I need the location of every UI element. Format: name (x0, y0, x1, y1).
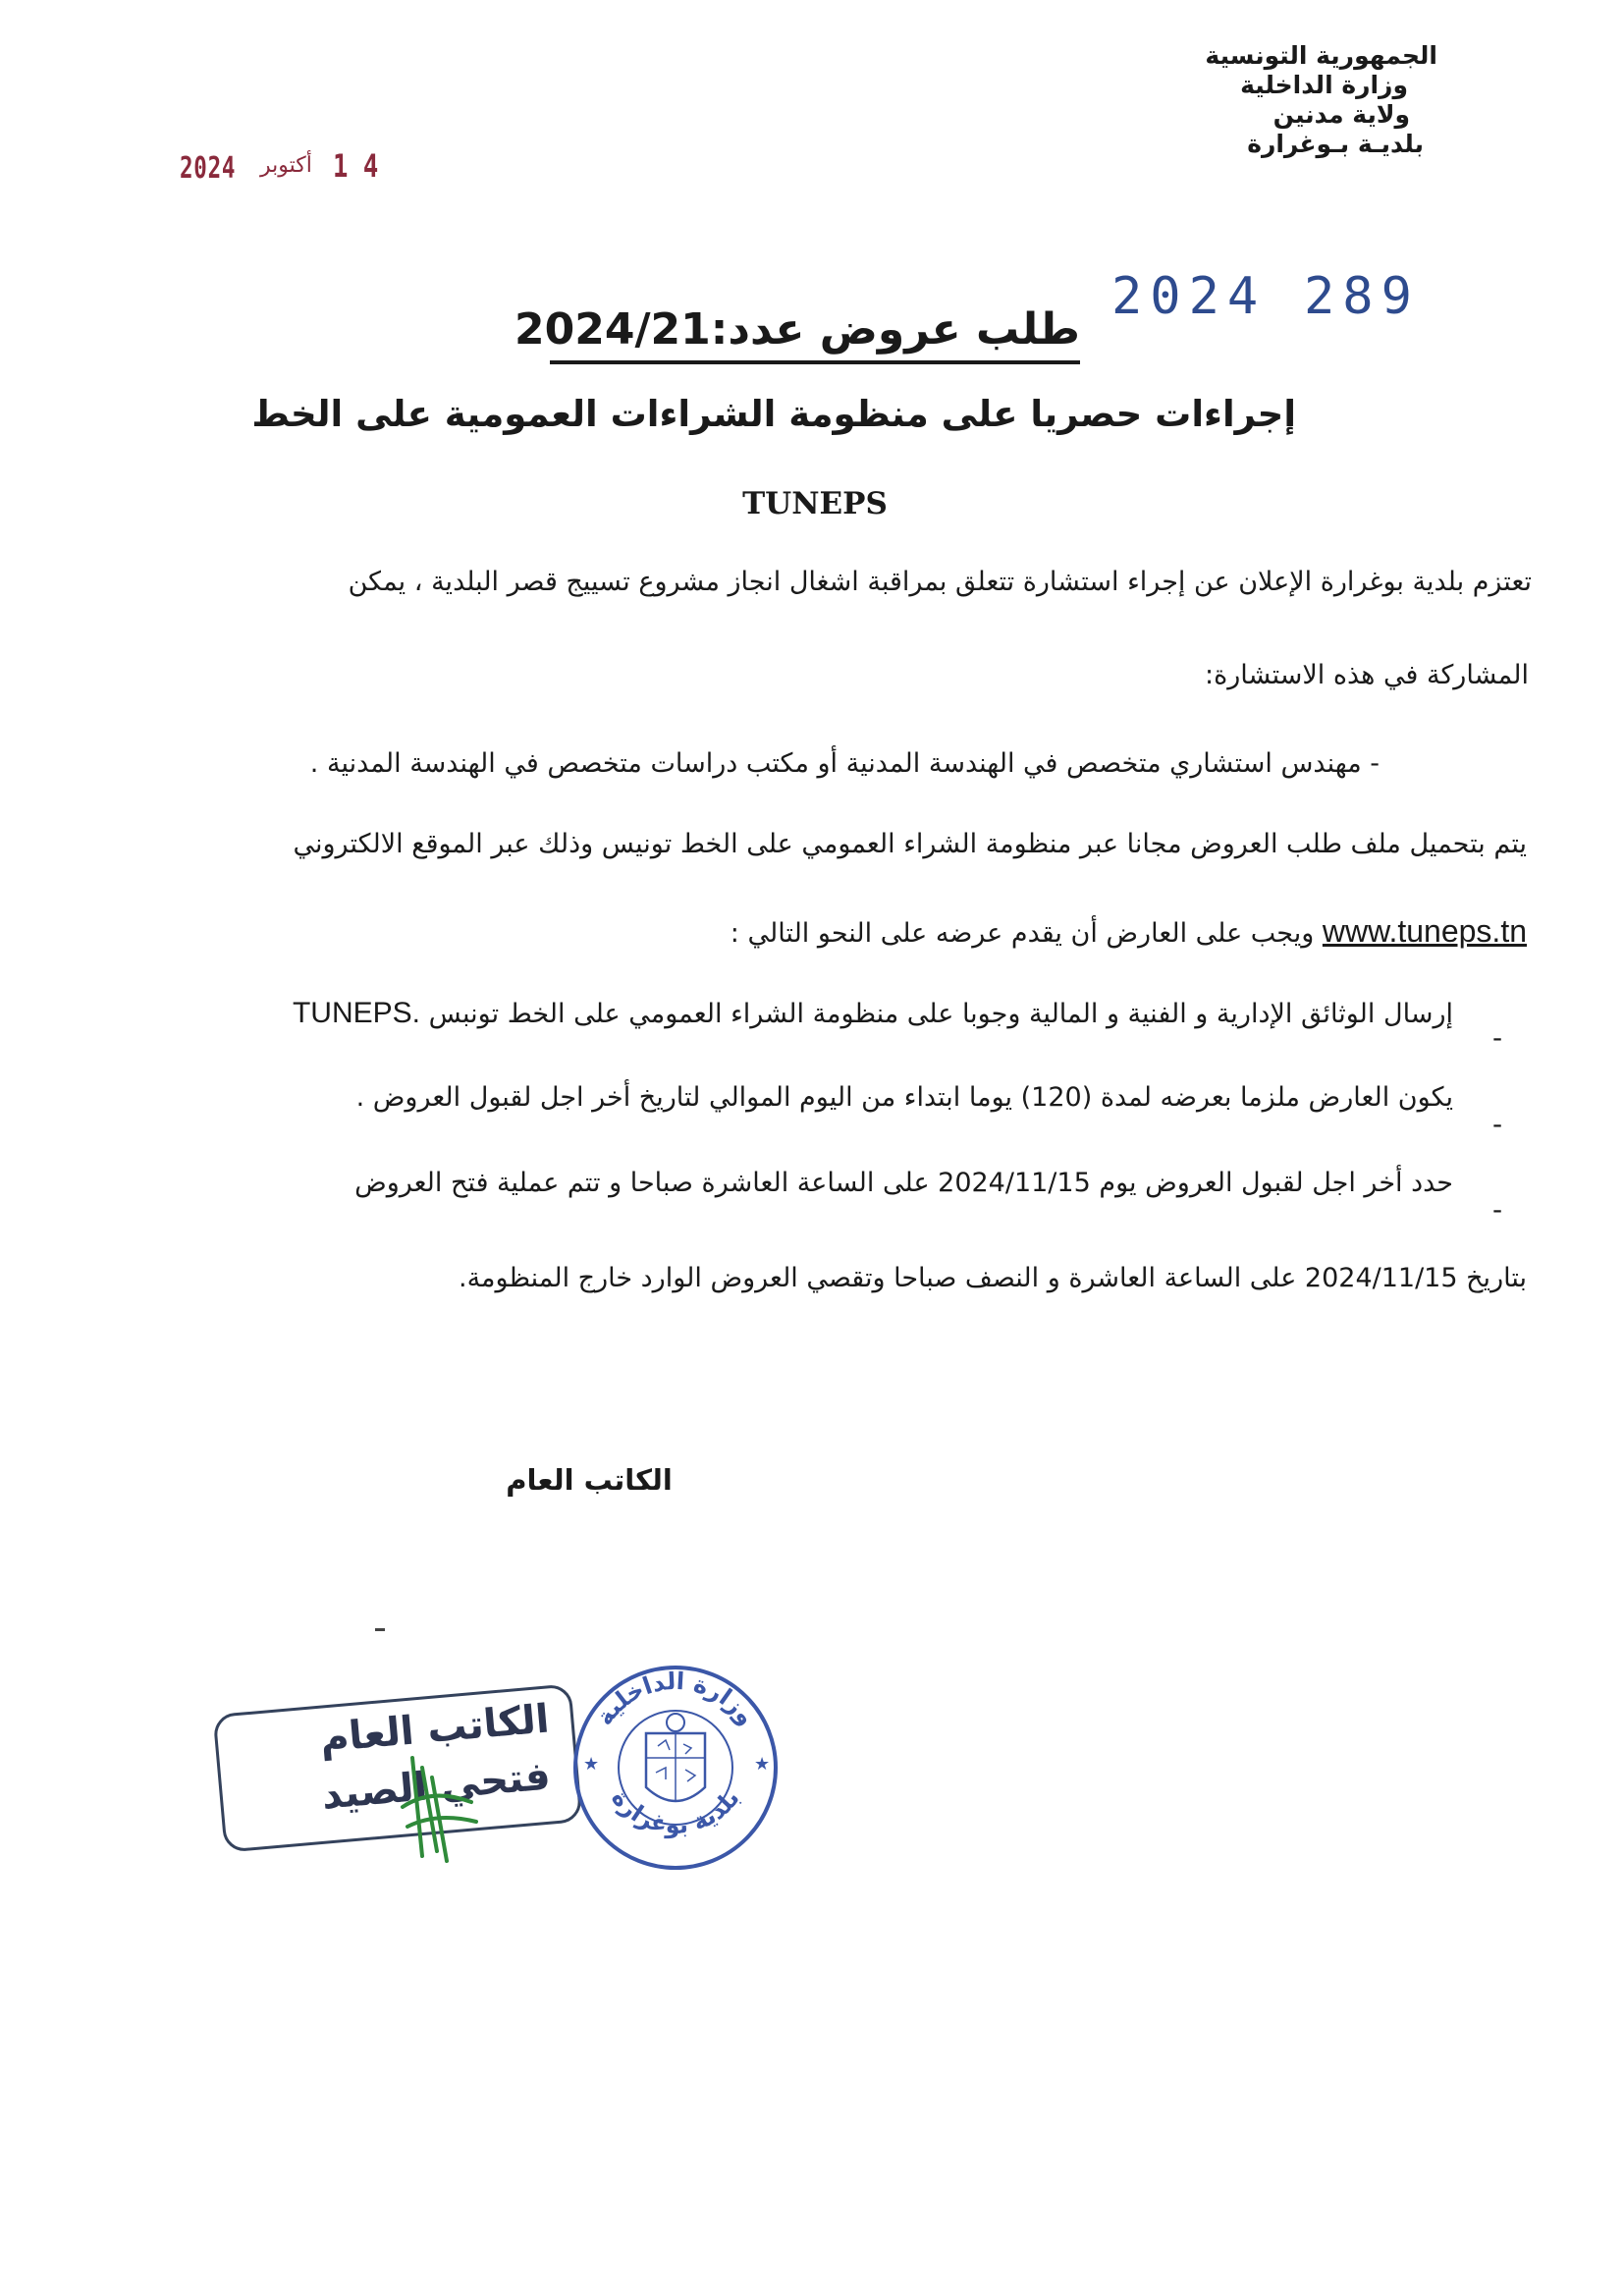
tuneps-heading: TUNEPS (742, 486, 888, 521)
bullet-dash: - (1492, 1193, 1503, 1226)
mark-dash (375, 1628, 385, 1631)
coat-of-arms-icon (646, 1714, 705, 1802)
signature-stamp-role: الكاتب العام (318, 1696, 552, 1762)
bullet-dash: - (1492, 1108, 1503, 1140)
registration-number-stamp (1111, 267, 1426, 326)
svg-text:وزارة الداخلية (591, 1667, 761, 1730)
date-stamp-month: أكتوبر (260, 153, 312, 178)
paragraph-1-line-1: تعتزم بلدية بوغرارة الإعلان عن إجراء استشارة تتعلق بمراقبة اشغال انجاز مشروع تسييج قصر البلدية ، يمكن (348, 567, 1532, 597)
registration-year: 2024 (1111, 267, 1267, 326)
seal-bottom-text: بلدية بوغرارة (606, 1784, 745, 1839)
paragraph-3-line-2 (731, 911, 1527, 954)
document-subtitle: إجراءات حصريا على منظومة الشراءات العمومية على الخط (251, 393, 1296, 435)
letterhead-municipality: بلديـة بـوغرارة (1247, 130, 1424, 158)
paragraph-3-rest: ويجب على العارض أن يقدم عرضه على النحو التالي : (730, 918, 1315, 949)
handwritten-signature (393, 1748, 481, 1866)
paragraph-1-line-2: المشاركة في هذه الاستشارة: (1205, 660, 1529, 690)
letterhead (1205, 41, 1437, 159)
signature-stamp-name: فتحي الصيد (319, 1753, 553, 1819)
bullet-3-line-2: بتاريخ 2024/11/15 على الساعة العاشرة و النصف صباحا وتقصي العروض الوارد خارج المنظومة. (459, 1263, 1527, 1293)
bullet-1-text: إرسال الوثائق الإدارية و الفنية و المالية وجوبا على منظومة الشراء العمومي على الخط تونبس (428, 999, 1453, 1029)
bullet-3-line-1: حدد أخر اجل لقبول العروض يوم 2024/11/15 على الساعة العاشرة صباحا و تتم عملية فتح العروض (354, 1168, 1453, 1198)
bullet-dash: - (1492, 1021, 1503, 1054)
letterhead-governorate: ولاية مدنين (1272, 100, 1410, 129)
tuneps-link[interactable]: www.tuneps.tn (1322, 913, 1527, 949)
document-title: طلب عروض عدد:2024/21 (550, 300, 1080, 364)
paragraph-2: - مهندس استشاري متخصص في الهندسة المدنية أو مكتب دراسات متخصص في الهندسة المدنية . (309, 748, 1380, 779)
letterhead-ministry: وزارة الداخلية (1240, 71, 1408, 99)
signature-title: الكاتب العام (506, 1463, 673, 1497)
date-stamp (180, 147, 401, 191)
bullet-1 (293, 994, 1453, 1034)
bullet-2: يكون العارض ملزما بعرضه لمدة (120) يوما ابتداء من اليوم الموالي لتاريخ أخر اجل لقبول العروض . (355, 1082, 1453, 1113)
date-stamp-day: 1 4 (333, 147, 379, 185)
seal-top-text: وزارة الداخلية (590, 1667, 761, 1731)
paragraph-3-line-1: يتم بتحميل ملف طلب العروض مجانا عبر منظومة الشراء العمومي على الخط تونيس وذلك عبر الموقع الالكتروني (293, 829, 1527, 859)
svg-text:★: ★ (754, 1754, 771, 1775)
bullet-1-tuneps: TUNEPS. (292, 997, 420, 1029)
date-stamp-year: 2024 (180, 151, 237, 186)
svg-text:★: ★ (583, 1754, 600, 1775)
letterhead-republic: الجمهورية التونسية (1205, 41, 1437, 70)
registration-number: 289 (1304, 267, 1420, 326)
official-seal (568, 1660, 784, 1876)
